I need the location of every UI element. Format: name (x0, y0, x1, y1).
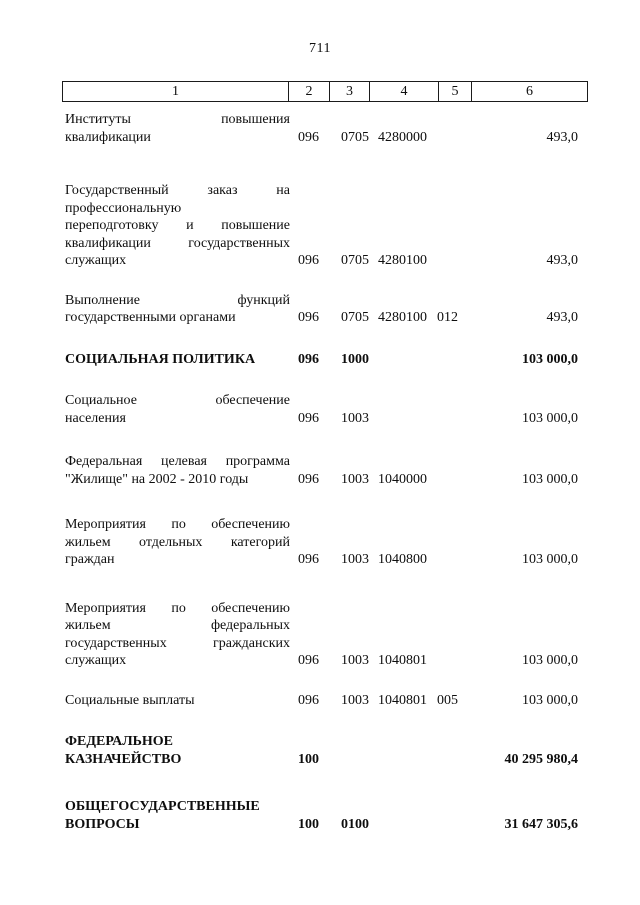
row-name-cell (65, 111, 290, 146)
word: категорий (230, 534, 290, 550)
chapter-code-cell: 096 (298, 471, 319, 487)
col-header-5: 5 (439, 82, 472, 102)
word: и (186, 218, 194, 233)
col-header-3: 3 (330, 82, 370, 102)
row-name-line (65, 453, 290, 471)
row-name-line (65, 635, 290, 653)
row-name-line: квалификации (65, 129, 151, 145)
row-name-line: КАЗНАЧЕЙСТВО (65, 751, 182, 767)
row-name-cell (65, 600, 290, 670)
section-code-cell: 0705 (341, 310, 369, 325)
word: обеспечению (211, 600, 290, 616)
word: жильем (65, 534, 111, 550)
page-number: 711 (309, 41, 331, 56)
amount-cell: 493,0 (546, 129, 578, 145)
budget-rows (65, 102, 578, 833)
col-header-6: 6 (472, 82, 588, 102)
section-code-cell: 1003 (341, 692, 369, 708)
section-code-cell: 1003 (341, 410, 369, 426)
expense-type-code-cell: 005 (437, 692, 458, 708)
row-name-line: СОЦИАЛЬНАЯ ПОЛИТИКА (65, 351, 256, 367)
row-name-line: граждан (65, 552, 115, 567)
section-code-cell: 0100 (341, 816, 369, 832)
chapter-code-cell: 096 (298, 253, 319, 268)
target-item-code-cell: 4280100 (378, 253, 427, 268)
row-name-line (65, 392, 290, 410)
table-row (65, 453, 578, 488)
target-item-code-cell: 1040800 (378, 552, 427, 567)
word: по (171, 517, 186, 532)
chapter-code-cell: 096 (298, 552, 319, 567)
row-name-line (65, 235, 290, 253)
row-name-line (65, 111, 290, 129)
chapter-code-cell: 096 (298, 351, 319, 367)
amount-cell: 40 295 980,4 (504, 751, 578, 767)
row-name-line: Социальные выплаты (65, 692, 195, 708)
chapter-code-cell: 096 (298, 692, 319, 708)
table-row (65, 351, 578, 369)
table-row (65, 111, 578, 146)
row-name-line (65, 516, 290, 534)
row-name-line: служащих (65, 253, 127, 268)
amount-cell: 103 000,0 (522, 653, 578, 668)
section-code-cell: 1000 (341, 351, 369, 367)
row-name-line (65, 534, 290, 552)
word: ФЕДЕРАЛЬНОЕ (65, 734, 174, 749)
row-name-cell (65, 692, 290, 710)
amount-cell: 103 000,0 (522, 410, 578, 426)
amount-cell: 103 000,0 (522, 471, 578, 487)
table-row (65, 733, 578, 768)
word: федеральных (210, 618, 290, 633)
table-row (65, 600, 578, 670)
table-row (65, 182, 578, 270)
row-name-line: ВОПРОСЫ (65, 816, 140, 832)
word: Социальное (65, 393, 137, 408)
word: повышение (221, 218, 290, 233)
section-code-cell: 1003 (341, 471, 369, 487)
table-row (65, 392, 578, 427)
col-header-2: 2 (289, 82, 330, 102)
expense-type-code-cell: 012 (437, 310, 458, 325)
word: обеспечение (215, 393, 290, 408)
word: Выполнение (65, 292, 140, 308)
word: государственных (188, 235, 290, 251)
row-name-line (65, 617, 290, 635)
word: Институты (65, 112, 131, 127)
target-item-code-cell: 1040801 (378, 653, 427, 668)
word: переподготовку (65, 218, 159, 233)
target-item-code-cell: 1040801 (378, 692, 427, 708)
word: Федеральная (65, 454, 143, 469)
row-name-line (65, 200, 290, 218)
row-name-line (65, 798, 290, 816)
amount-cell: 103 000,0 (522, 552, 578, 567)
row-name-cell (65, 292, 290, 327)
row-name-line (65, 182, 290, 200)
chapter-code-cell: 100 (298, 751, 319, 767)
row-name-cell (65, 798, 290, 833)
row-name-cell (65, 516, 290, 569)
word: программа (225, 454, 290, 469)
word: целевая (160, 454, 207, 469)
row-name-line (65, 733, 290, 751)
target-item-code-cell: 4280100 (378, 310, 427, 325)
target-item-code-cell: 1040000 (378, 471, 427, 487)
word: функций (237, 292, 290, 308)
word: Государственный (65, 183, 169, 198)
chapter-code-cell: 096 (298, 410, 319, 426)
table-row (65, 692, 578, 710)
word: квалификации (65, 235, 151, 251)
column-header-table (62, 81, 588, 102)
word: Мероприятия (65, 517, 146, 532)
word: по (171, 600, 186, 616)
row-name-line: "Жилище" на 2002 - 2010 годы (65, 471, 249, 487)
chapter-code-cell: 096 (298, 310, 319, 325)
word: Мероприятия (65, 600, 146, 616)
chapter-code-cell: 100 (298, 816, 319, 832)
row-name-line (65, 217, 290, 235)
row-name-cell (65, 733, 290, 768)
row-name-cell (65, 351, 290, 369)
section-code-cell: 0705 (341, 253, 369, 268)
col-header-1: 1 (63, 82, 289, 102)
word: ОБЩЕГОСУДАРСТВЕННЫЕ (65, 799, 260, 814)
row-name-cell (65, 182, 290, 270)
row-name-line (65, 600, 290, 618)
word: гражданских (213, 635, 290, 651)
row-name-cell (65, 453, 290, 488)
target-item-code-cell: 4280000 (378, 129, 427, 145)
word: повышения (221, 112, 290, 127)
section-code-cell: 1003 (341, 653, 369, 668)
col-header-4: 4 (370, 82, 439, 102)
word: профессиональную (65, 200, 182, 216)
word: обеспечению (211, 517, 290, 532)
row-name-line: служащих (65, 653, 127, 668)
section-code-cell: 0705 (341, 129, 369, 145)
table-row (65, 798, 578, 833)
row-name-line: государственными органами (65, 310, 236, 325)
word: государственных (65, 635, 167, 651)
column-header-row (63, 82, 588, 102)
row-name-line (65, 292, 290, 310)
word: на (276, 183, 290, 198)
amount-cell: 493,0 (546, 253, 578, 268)
table-row (65, 516, 578, 569)
chapter-code-cell: 096 (298, 129, 319, 145)
amount-cell: 493,0 (546, 310, 578, 325)
table-row (65, 292, 578, 327)
section-code-cell: 1003 (341, 552, 369, 567)
word: заказ (207, 183, 238, 198)
amount-cell: 31 647 305,6 (504, 816, 578, 832)
word: отдельных (139, 534, 203, 550)
word: жильем (65, 618, 111, 633)
chapter-code-cell: 096 (298, 653, 319, 668)
amount-cell: 103 000,0 (522, 351, 578, 367)
amount-cell: 103 000,0 (522, 692, 578, 708)
row-name-line: населения (65, 410, 126, 426)
row-name-cell (65, 392, 290, 427)
